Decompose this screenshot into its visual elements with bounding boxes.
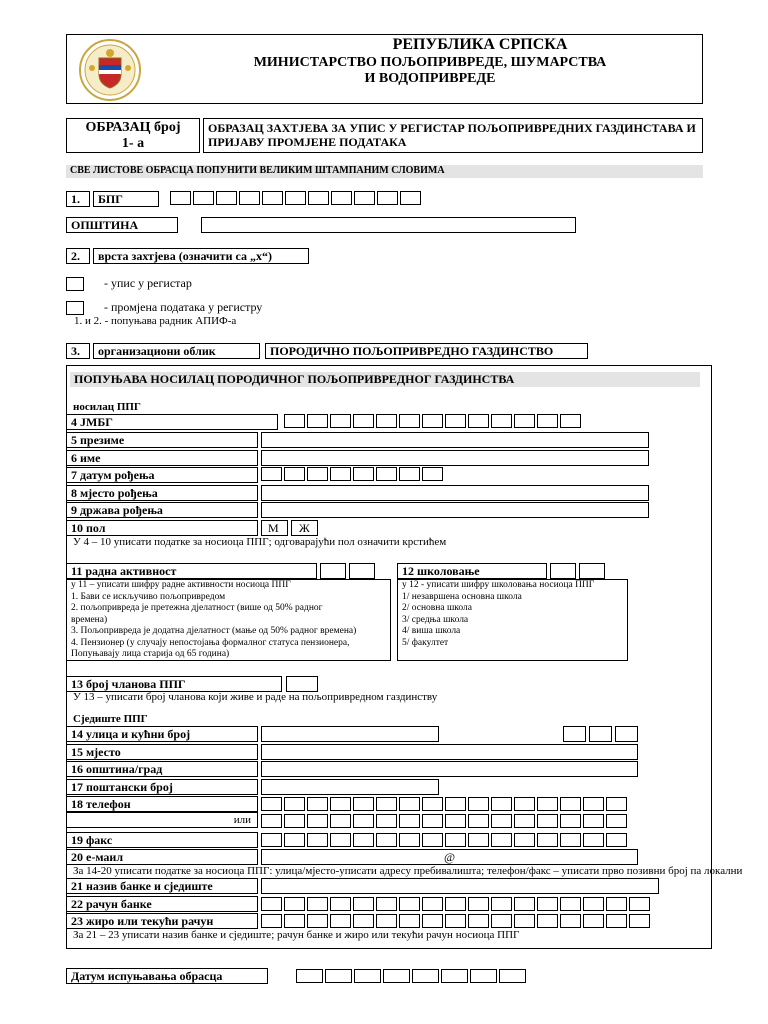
place-input[interactable] xyxy=(261,744,638,760)
municipality-label: ОПШТИНА xyxy=(66,217,178,233)
f3-number: 3. xyxy=(66,343,90,359)
cell[interactable] xyxy=(468,797,489,811)
cell[interactable] xyxy=(330,897,351,911)
f3-label: организациони облик xyxy=(93,343,260,359)
cell[interactable] xyxy=(261,797,282,811)
cell[interactable] xyxy=(445,914,466,928)
f7-label: 7 датум рођења xyxy=(66,467,258,483)
cell[interactable] xyxy=(330,797,351,811)
cell[interactable] xyxy=(307,797,328,811)
cell[interactable] xyxy=(422,467,443,481)
f12-label: 12 школовање xyxy=(397,563,547,579)
form-title-box: ОБРАЗАЦ ЗАХТЈЕВА ЗА УПИС У РЕГИСТАР ПОЉОПРИВРЕДНИХ ГАЗДИНСТАВА И ПРИЈАВУ ПРОМЈЕНЕ ПОДАТАКА xyxy=(203,118,703,153)
cell[interactable] xyxy=(583,814,604,828)
cell[interactable] xyxy=(514,814,535,828)
notice-bar: СВЕ ЛИСТОВЕ ОБРАСЦА ПОПУНИТИ ВЕЛИКИМ ШТАМПАНИМ СЛОВИМА xyxy=(66,165,703,178)
cell[interactable] xyxy=(261,914,282,928)
legend-line: 4. Пензионер (у случају непостојања формалног статуса пензионера, xyxy=(71,637,350,648)
cell[interactable] xyxy=(606,797,627,811)
note-4-10: У 4 – 10 уписати податке за носиоца ППГ; одговарајући пол означити крстићем xyxy=(73,536,447,548)
f9-label: 9 држава рођења xyxy=(66,502,258,518)
cell[interactable] xyxy=(353,414,374,428)
legend-line: у 11 – уписати шифру радне активности носиоца ППГ xyxy=(71,580,291,590)
cell[interactable] xyxy=(307,467,328,481)
cell[interactable] xyxy=(514,797,535,811)
cell[interactable] xyxy=(491,414,512,428)
f20-label: 20 е-маил xyxy=(66,849,258,865)
cell[interactable] xyxy=(262,191,283,205)
cell[interactable] xyxy=(514,833,535,847)
cell[interactable] xyxy=(353,467,374,481)
cell[interactable] xyxy=(629,914,650,928)
cell[interactable] xyxy=(307,914,328,928)
ministry-line1: МИНИСТАРСТВО ПОЉОПРИВРЕДЕ, ШУМАРСТВА xyxy=(253,55,607,70)
cell[interactable] xyxy=(468,833,489,847)
form-id-line2: 1- а xyxy=(121,136,145,151)
bank-account-cells[interactable] xyxy=(261,897,652,911)
f22-label: 22 рачун банке xyxy=(66,896,258,912)
cell[interactable] xyxy=(353,833,374,847)
note-21-23: За 21 – 23 уписати назив банке и сједиште; рачун банке и жиро или текући рачун носиоца ППГ xyxy=(73,929,520,941)
f2-label: врста захтјева (означити са „х“) xyxy=(93,248,309,264)
cell[interactable] xyxy=(399,914,420,928)
legend-line: времена) xyxy=(71,614,108,625)
cell[interactable] xyxy=(284,833,305,847)
cell[interactable] xyxy=(537,897,558,911)
cell[interactable] xyxy=(514,414,535,428)
work-activity-legend xyxy=(66,579,391,661)
cell[interactable] xyxy=(422,797,443,811)
cell[interactable] xyxy=(560,833,581,847)
f1-number: 1. xyxy=(66,191,90,207)
register-checkbox[interactable] xyxy=(66,277,84,291)
f17-label: 17 поштански број xyxy=(66,779,258,795)
birthcountry-input[interactable] xyxy=(261,502,649,518)
ministry-line2: И ВОДОПРИВРЕДЕ xyxy=(364,71,496,86)
holder-caption: носилац ППГ xyxy=(73,401,141,413)
cell[interactable] xyxy=(537,797,558,811)
phone-alt-cells[interactable] xyxy=(261,814,629,828)
cell[interactable] xyxy=(606,897,627,911)
date-cells[interactable] xyxy=(296,969,528,983)
postal-input[interactable] xyxy=(261,779,439,795)
change-option-label: - промјена података у регистру xyxy=(104,300,263,314)
cell[interactable] xyxy=(445,814,466,828)
legend-line: Попуњавају лица старија од 65 година) xyxy=(71,649,230,659)
cell[interactable] xyxy=(170,191,191,205)
cell[interactable] xyxy=(583,897,604,911)
f11-label: 11 радна активност xyxy=(66,563,317,579)
cell[interactable] xyxy=(422,814,443,828)
f1-label: БПГ xyxy=(93,191,159,207)
cell[interactable] xyxy=(491,814,512,828)
note-14-20: За 14-20 уписати податке за носиоца ППГ: улица/мјесто-уписати адресу пребивалишта; телефон/факс – уписати прво позивни број па локални xyxy=(73,865,743,877)
legend-line: 1/ незавршена основна школа xyxy=(402,591,522,602)
cell[interactable] xyxy=(560,914,581,928)
cell[interactable] xyxy=(399,414,420,428)
surname-input[interactable] xyxy=(261,432,649,448)
cell[interactable] xyxy=(383,969,410,983)
f3-value: ПОРОДИЧНО ПОЉОПРИВРЕДНО ГАЗДИНСТВО xyxy=(265,343,588,359)
cell[interactable] xyxy=(376,797,397,811)
house-number-1[interactable] xyxy=(563,726,586,742)
f13-label: 13 број чланова ППГ xyxy=(66,676,282,692)
cell[interactable] xyxy=(193,191,214,205)
cell[interactable] xyxy=(376,414,397,428)
cell[interactable] xyxy=(330,467,351,481)
note-13: У 13 – уписати број чланова који живе и раде на пољопривредном газдинству xyxy=(73,691,438,703)
cell[interactable] xyxy=(441,969,468,983)
cell[interactable] xyxy=(560,797,581,811)
date-label: Датум испуњавања обрасца xyxy=(66,968,268,984)
cell[interactable] xyxy=(307,814,328,828)
cell[interactable] xyxy=(296,969,323,983)
cell[interactable] xyxy=(307,833,328,847)
or-box: или xyxy=(66,812,258,828)
cell[interactable] xyxy=(583,914,604,928)
cell[interactable] xyxy=(325,969,352,983)
cell[interactable] xyxy=(308,191,329,205)
email-input[interactable]: @ xyxy=(261,849,638,865)
cell[interactable] xyxy=(583,797,604,811)
name-input[interactable] xyxy=(261,450,649,466)
cell[interactable] xyxy=(399,797,420,811)
cell[interactable] xyxy=(412,969,439,983)
change-checkbox[interactable] xyxy=(66,301,84,315)
f4-label: 4 ЈМБГ xyxy=(66,414,278,430)
cell[interactable] xyxy=(491,914,512,928)
cell[interactable] xyxy=(307,897,328,911)
f10-label: 10 пол xyxy=(66,520,258,536)
cell[interactable] xyxy=(399,833,420,847)
cell[interactable] xyxy=(216,191,237,205)
f8-label: 8 мјесто рођења xyxy=(66,485,258,501)
giro-account-cells[interactable] xyxy=(261,914,652,928)
jmbg-cells[interactable] xyxy=(284,414,583,428)
cell[interactable] xyxy=(261,833,282,847)
house-number-2[interactable] xyxy=(589,726,612,742)
cell[interactable] xyxy=(468,897,489,911)
cell[interactable] xyxy=(353,797,374,811)
cell[interactable] xyxy=(422,897,443,911)
legend-line: 1. Бави се искључиво пољопривредом xyxy=(71,591,226,602)
cell[interactable] xyxy=(468,814,489,828)
cell[interactable] xyxy=(422,914,443,928)
cell[interactable] xyxy=(583,833,604,847)
cell[interactable] xyxy=(284,914,305,928)
cell[interactable] xyxy=(399,897,420,911)
f18-label: 18 телефон xyxy=(66,796,258,812)
cell[interactable] xyxy=(285,191,306,205)
f2-number: 2. xyxy=(66,248,90,264)
cell[interactable] xyxy=(445,897,466,911)
cell[interactable] xyxy=(445,833,466,847)
cell[interactable] xyxy=(537,833,558,847)
cell[interactable] xyxy=(376,467,397,481)
street-input[interactable] xyxy=(261,726,439,742)
cell[interactable] xyxy=(331,191,352,205)
cell[interactable] xyxy=(514,897,535,911)
gender-f-box[interactable]: Ж xyxy=(291,520,318,536)
cell[interactable] xyxy=(353,897,374,911)
legend-line: 4/ виша школа xyxy=(402,626,461,636)
cell[interactable] xyxy=(261,814,282,828)
cell[interactable] xyxy=(330,414,351,428)
cell[interactable] xyxy=(239,191,260,205)
cell[interactable] xyxy=(284,467,305,481)
register-option-label: - упис у регистар xyxy=(104,276,192,290)
legend-line: 3. Пољопривреда је додатна дјелатност (мање од 50% радног времена) xyxy=(71,626,357,636)
f11-input-2[interactable] xyxy=(349,563,375,579)
cell[interactable] xyxy=(560,897,581,911)
cell[interactable] xyxy=(307,414,328,428)
cell[interactable] xyxy=(468,414,489,428)
municipality-input[interactable] xyxy=(201,217,576,233)
cell[interactable] xyxy=(376,833,397,847)
cell[interactable] xyxy=(422,414,443,428)
cell[interactable] xyxy=(470,969,497,983)
f6-label: 6 име xyxy=(66,450,258,466)
f16-label: 16 општина/град xyxy=(66,761,258,777)
cell[interactable] xyxy=(261,467,282,481)
cell[interactable] xyxy=(560,414,581,428)
cell[interactable] xyxy=(560,814,581,828)
cell[interactable] xyxy=(537,814,558,828)
f21-label: 21 назив банке и сједиште xyxy=(66,878,258,894)
cell[interactable] xyxy=(284,797,305,811)
cell[interactable] xyxy=(284,897,305,911)
cell[interactable] xyxy=(491,833,512,847)
section-title: ПОПУЊАВА НОСИЛАЦ ПОРОДИЧНОГ ПОЉОПРИВРЕДНОГ ГАЗДИНСТВА xyxy=(70,372,700,387)
cell[interactable] xyxy=(376,914,397,928)
legend-line: 2/ основна школа xyxy=(402,603,472,613)
members-input[interactable] xyxy=(286,676,318,692)
cell[interactable] xyxy=(606,914,627,928)
cell[interactable] xyxy=(330,814,351,828)
city-input[interactable] xyxy=(261,761,638,777)
education-legend xyxy=(397,579,628,661)
cell[interactable] xyxy=(354,969,381,983)
f12-input-2[interactable] xyxy=(579,563,605,579)
cell[interactable] xyxy=(422,833,443,847)
cell[interactable] xyxy=(376,897,397,911)
cell[interactable] xyxy=(445,414,466,428)
f23-label: 23 жиро или текући рачун xyxy=(66,913,258,929)
phone-cells[interactable] xyxy=(261,797,629,811)
cell[interactable] xyxy=(400,191,421,205)
birthplace-input[interactable] xyxy=(261,485,649,501)
cell[interactable] xyxy=(261,897,282,911)
legend-line: 2. пољопривреда је претежна дјелатност (више од 50% радног xyxy=(71,603,323,613)
form-id-box xyxy=(66,118,200,153)
cell[interactable] xyxy=(353,914,374,928)
legend-line: 5/ факултет xyxy=(402,637,449,648)
cell[interactable] xyxy=(606,833,627,847)
cell[interactable] xyxy=(629,897,650,911)
house-number-3[interactable] xyxy=(615,726,638,742)
f11-input[interactable] xyxy=(320,563,346,579)
cell[interactable] xyxy=(330,914,351,928)
fax-cells[interactable] xyxy=(261,833,629,847)
note-1-2: 1. и 2. - попуњава радник АПИФ-а xyxy=(74,315,237,327)
cell[interactable] xyxy=(491,897,512,911)
gender-m-box[interactable]: М xyxy=(261,520,288,536)
cell[interactable] xyxy=(606,814,627,828)
cell[interactable] xyxy=(445,797,466,811)
f15-label: 15 мјесто xyxy=(66,744,258,760)
cell[interactable] xyxy=(514,914,535,928)
cell[interactable] xyxy=(499,969,526,983)
cell[interactable] xyxy=(284,814,305,828)
coat-of-arms-icon xyxy=(72,38,148,102)
bpg-cells[interactable] xyxy=(170,191,423,205)
cell[interactable] xyxy=(468,914,489,928)
cell[interactable] xyxy=(537,914,558,928)
cell[interactable] xyxy=(330,833,351,847)
form-id-line1: ОБРАЗАЦ број xyxy=(85,120,181,135)
bank-name-input[interactable] xyxy=(261,878,659,894)
f19-label: 19 факс xyxy=(66,832,258,848)
legend-line: у 12 - уписати шифру школовања носиоца ППГ xyxy=(402,580,595,590)
birthdate-cells[interactable] xyxy=(261,467,445,481)
f5-label: 5 презиме xyxy=(66,432,258,448)
cell[interactable] xyxy=(354,191,375,205)
republic-title: РЕПУБЛИКА СРПСКА xyxy=(392,36,568,53)
f12-input[interactable] xyxy=(550,563,576,579)
cell[interactable] xyxy=(537,414,558,428)
cell[interactable] xyxy=(399,814,420,828)
seat-caption: Сједиште ППГ xyxy=(73,713,148,725)
cell[interactable] xyxy=(376,814,397,828)
cell[interactable] xyxy=(284,414,305,428)
cell[interactable] xyxy=(377,191,398,205)
cell[interactable] xyxy=(399,467,420,481)
f14-label: 14 улица и кућни број xyxy=(66,726,258,742)
legend-line: 3/ средња школа xyxy=(402,614,469,625)
cell[interactable] xyxy=(491,797,512,811)
cell[interactable] xyxy=(353,814,374,828)
